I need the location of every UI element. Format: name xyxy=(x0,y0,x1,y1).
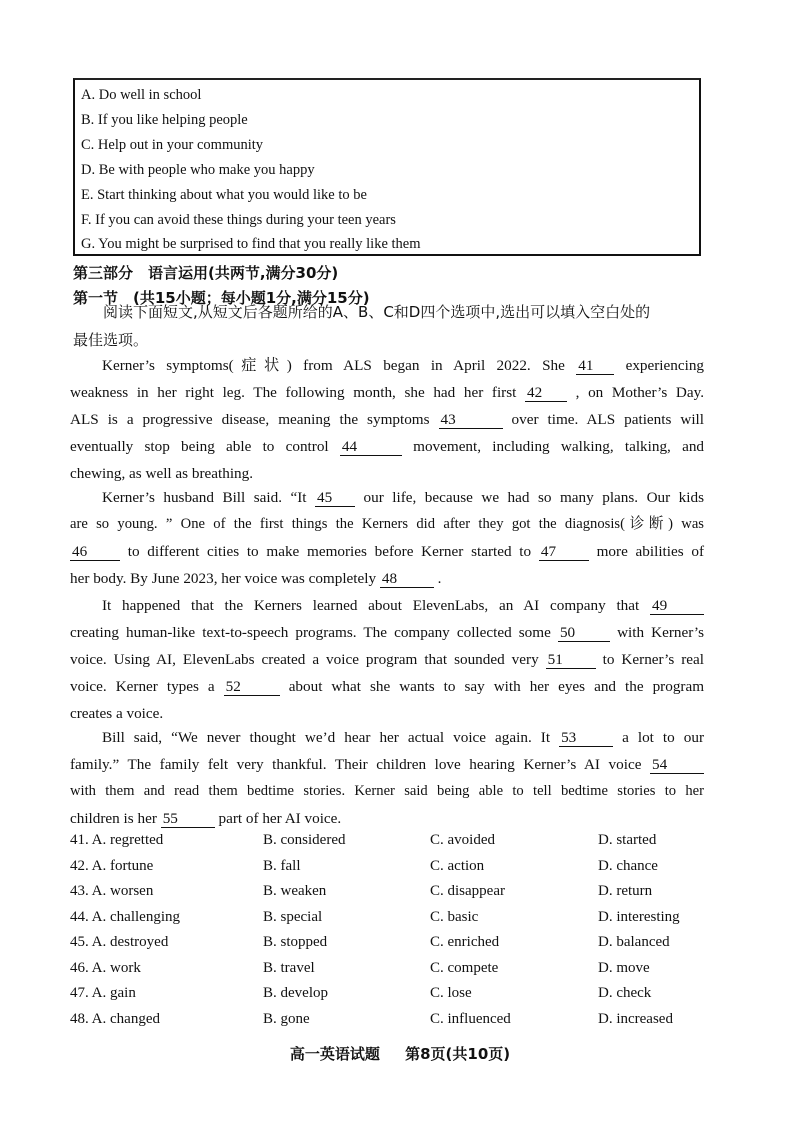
choice-41-c[interactable]: C. avoided xyxy=(430,832,495,848)
blank-55[interactable]: 55 xyxy=(161,811,215,828)
footer-page-number: 第8页(共10页) xyxy=(405,1045,511,1063)
choice-42-c[interactable]: C. action xyxy=(430,857,485,874)
choice-43-b[interactable]: B. weaken xyxy=(263,883,327,899)
choice-42-a[interactable]: 42. A. fortune xyxy=(70,857,154,874)
option-e: E. Start thinking about what you would like to be xyxy=(81,187,367,203)
choice-41-b[interactable]: B. considered xyxy=(263,832,346,848)
choice-46-b[interactable]: B. travel xyxy=(263,959,315,976)
option-g: G. You might be surprised to find that you really like them xyxy=(81,236,421,252)
options-box xyxy=(73,78,701,256)
choice-row-45 xyxy=(70,934,710,960)
blank-49[interactable]: 49 xyxy=(650,598,704,615)
blank-42[interactable]: 42 xyxy=(525,385,567,402)
instruction-line-1: 阅读下面短文,从短文后各题所给的A、B、C和D四个选项中,选出可以填入空白处的 xyxy=(73,303,651,321)
choice-48-b[interactable]: B. gone xyxy=(263,1010,310,1027)
choice-47-d[interactable]: D. check xyxy=(598,985,652,1001)
choice-47-b[interactable]: B. develop xyxy=(263,985,328,1001)
blank-41[interactable]: 41 xyxy=(576,358,614,375)
answer-choices xyxy=(70,832,710,1036)
blank-53[interactable]: 53 xyxy=(559,730,613,747)
section1-title: 第一节 (共15小题；每小题1分,满分15分) xyxy=(73,289,370,307)
instruction xyxy=(73,298,703,354)
blank-45[interactable]: 45 xyxy=(315,490,355,507)
choice-46-c[interactable]: C. compete xyxy=(430,959,499,976)
blank-50[interactable]: 50 xyxy=(558,625,610,642)
choice-41-a[interactable]: 41. A. regretted xyxy=(70,832,164,848)
choice-row-47 xyxy=(70,985,710,1011)
blank-47[interactable]: 47 xyxy=(539,544,589,561)
choice-46-d[interactable]: D. move xyxy=(598,959,650,976)
choice-48-a[interactable]: 48. A. changed xyxy=(70,1010,160,1027)
paragraph-4: Bill said, “We never thought we’d hear her actual voice again. It 53 a lot to our family.” The family felt very thankful. Their children love hearing Kerner’s AI voice 54 with them and read them bedtime stories. Kerner said being able to tell bedtime stories to her children is her 55 part of her AI voice. xyxy=(70,729,705,827)
paragraph-2: Kerner’s husband Bill said. “It 45 our life, because we had so many plans. Our kids are so young. ” One of the first things the Kerners did after they got the diagnosis(诊断) was 46 to different cities to make memories before Kerner started to 47 more abilities of her body. By June 2023, her voice was completely 48 . xyxy=(70,489,705,587)
choice-47-a[interactable]: 47. A. gain xyxy=(70,985,136,1001)
paragraph-3: It happened that the Kerners learned about ElevenLabs, an AI company that 49 creating human-like text-to-speech programs. The company collected some 50 with Kerner’s voice. Using AI, ElevenLabs created a voice program that sounded very 51 to Kerner’s real voice. Kerner types a 52 about what she wants to say with her eyes and the program creates a voice. xyxy=(70,597,705,722)
choice-row-41 xyxy=(70,832,710,858)
blank-51[interactable]: 51 xyxy=(546,652,596,669)
choice-43-d[interactable]: D. return xyxy=(598,883,653,899)
choice-45-a[interactable]: 45. A. destroyed xyxy=(70,934,169,950)
choice-row-43 xyxy=(70,883,710,909)
choice-44-c[interactable]: C. basic xyxy=(430,908,479,925)
blank-44[interactable]: 44 xyxy=(340,439,402,456)
paragraph-1: Kerner’s symptoms(症状) from ALS began in April 2022. She 41 experiencing weakness in her right leg. The following month, she had her first 42 , on Mother’s Day. ALS is a progressive disease, meaning the symptoms 43 over time. ALS patients will eventually stop being able to control 44 movement, including walking, talking, and chewing, as well as breathing. xyxy=(70,357,705,482)
blank-54[interactable]: 54 xyxy=(650,757,704,774)
choice-45-d[interactable]: D. balanced xyxy=(598,934,670,950)
option-a: A. Do well in school xyxy=(81,87,202,103)
blank-48[interactable]: 48 xyxy=(380,571,434,588)
choice-47-c[interactable]: C. lose xyxy=(430,985,472,1001)
choice-45-c[interactable]: C. enriched xyxy=(430,934,500,950)
option-c: C. Help out in your community xyxy=(81,137,264,153)
instruction-line-2: 最佳选项。 xyxy=(73,331,149,349)
choice-48-d[interactable]: D. increased xyxy=(598,1010,673,1027)
choice-44-a[interactable]: 44. A. challenging xyxy=(70,908,180,925)
page-footer xyxy=(0,1043,800,1064)
choice-43-a[interactable]: 43. A. worsen xyxy=(70,883,154,899)
choice-row-48 xyxy=(70,1011,710,1037)
choice-45-b[interactable]: B. stopped xyxy=(263,934,328,950)
footer-subject: 高一英语试题 xyxy=(289,1045,380,1063)
blank-46[interactable]: 46 xyxy=(70,544,120,561)
choice-row-42 xyxy=(70,858,710,884)
choice-row-44 xyxy=(70,909,710,935)
choice-44-d[interactable]: D. interesting xyxy=(598,908,680,925)
choice-row-46 xyxy=(70,960,710,986)
choice-46-a[interactable]: 46. A. work xyxy=(70,959,141,976)
option-f: F. If you can avoid these things during your teen years xyxy=(81,212,396,228)
choice-43-c[interactable]: C. disappear xyxy=(430,883,505,899)
choice-44-b[interactable]: B. special xyxy=(263,908,323,925)
choice-42-b[interactable]: B. fall xyxy=(263,857,301,874)
option-d: D. Be with people who make you happy xyxy=(81,162,315,178)
option-b: B. If you like helping people xyxy=(81,112,248,128)
choice-48-c[interactable]: C. influenced xyxy=(430,1010,511,1027)
blank-52[interactable]: 52 xyxy=(224,679,280,696)
blank-43[interactable]: 43 xyxy=(439,412,503,429)
choice-42-d[interactable]: D. chance xyxy=(598,857,658,874)
part3-title: 第三部分 语言运用(共两节,满分30分) xyxy=(73,264,339,282)
choice-41-d[interactable]: D. started xyxy=(598,832,657,848)
